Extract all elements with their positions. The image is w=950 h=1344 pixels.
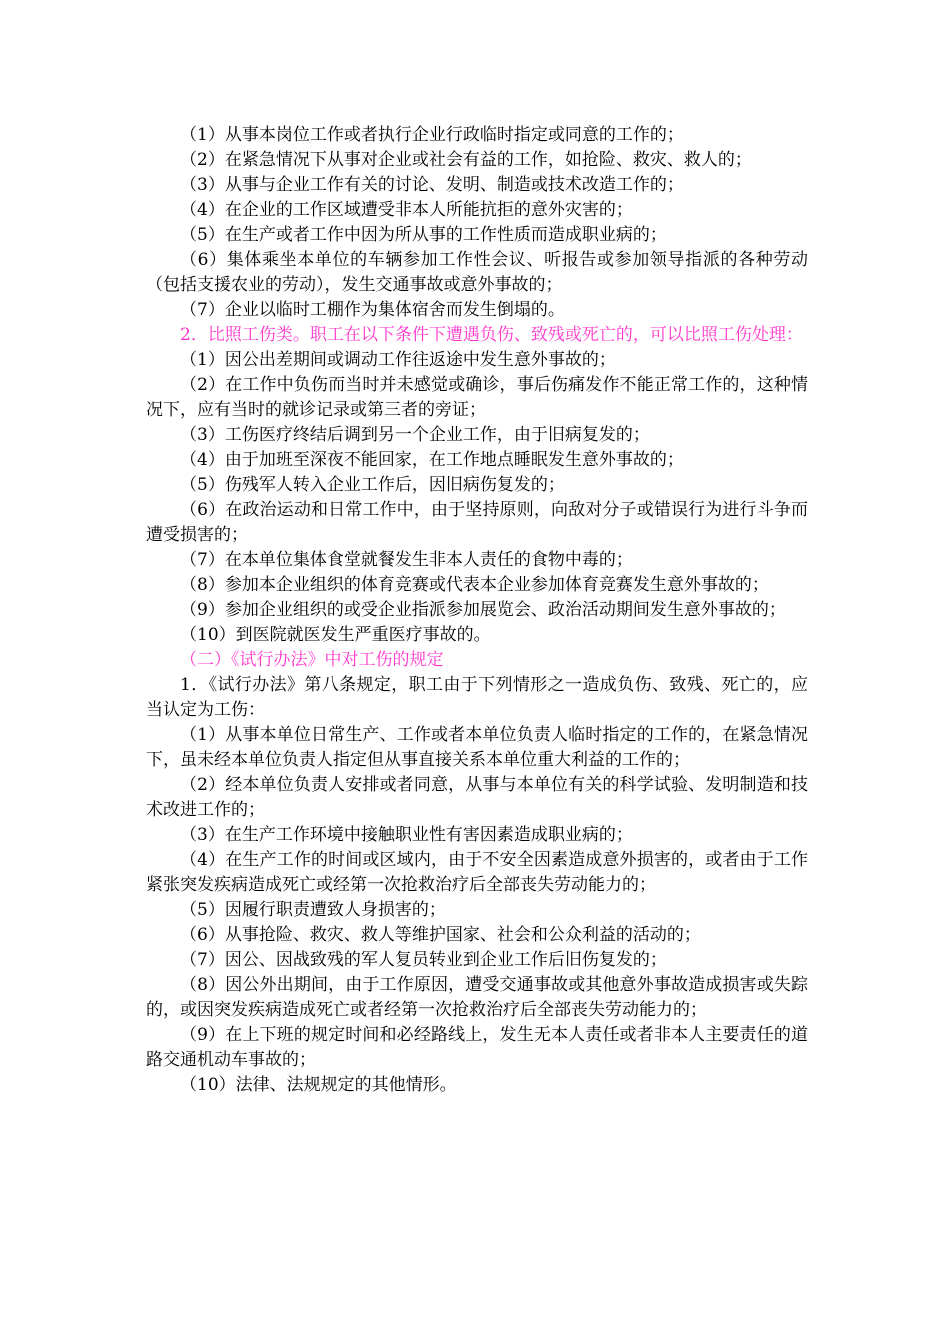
paragraph-article-eight-intro: 1．《试行办法》第八条规定，职工由于下列情形之一造成负伤、致残、死亡的，应当认定为工伤： (146, 675, 808, 720)
document-body (146, 123, 808, 1098)
paragraph-comparable-item-2: （2）在工作中负伤而当时并未感觉或确诊，事后伤痛发作不能正常工作的，这种情况下，应有当时的就诊记录或第三者的旁证； (146, 375, 808, 420)
paragraph-comparable-item-10: （10）到医院就医发生严重医疗事故的。 (180, 625, 491, 645)
paragraph-article-item-8: （8）因公外出期间，由于工作原因，遭受交通事故或其他意外事故造成损害或失踪的，或因突发疾病造成死亡或者经第一次抢救治疗后全部丧失劳动能力的； (146, 975, 808, 1020)
paragraph-article-item-7: （7）因公、因战致残的军人复员转业到企业工作后旧伤复发的； (180, 950, 667, 970)
section-heading-trial-measures: （二）《试行办法》中对工伤的规定 (180, 650, 444, 670)
paragraph-article-item-9: （9）在上下班的规定时间和必经路线上，发生无本人责任或者非本人主要责任的道路交通机动车事故的； (146, 1025, 808, 1070)
paragraph-article-item-2: （2）经本单位负责人安排或者同意，从事与本单位有关的科学试验、发明制造和技术改进工作的； (146, 775, 808, 820)
paragraph-work-item-5: （5）在生产或者工作中因为所从事的工作性质而造成职业病的； (180, 225, 667, 245)
paragraph-article-item-4: （4）在生产工作的时间或区域内，由于不安全因素造成意外损害的，或者由于工作紧张突发疾病造成死亡或经第一次抢救治疗后全部丧失劳动能力的； (146, 850, 808, 895)
paragraph-comparable-item-8: （8）参加本企业组织的体育竞赛或代表本企业参加体育竞赛发生意外事故的； (180, 575, 769, 595)
paragraph-comparable-item-5: （5）伤残军人转入企业工作后，因旧病伤复发的； (180, 475, 565, 495)
paragraph-work-item-7: （7）企业以临时工棚作为集体宿舍而发生倒塌的。 (180, 300, 565, 320)
paragraph-comparable-item-6: （6）在政治运动和日常工作中，由于坚持原则，向敌对分子或错误行为进行斗争而遭受损害的； (146, 500, 808, 545)
paragraph-comparable-item-3: （3）工伤医疗终结后调到另一个企业工作，由于旧病复发的； (180, 425, 650, 445)
paragraph-comparable-item-4: （4）由于加班至深夜不能回家，在工作地点睡眠发生意外事故的； (180, 450, 684, 470)
section-heading-comparable-injury: 2．比照工伤类。职工在以下条件下遭遇负伤、致残或死亡的，可以比照工伤处理： (180, 325, 803, 345)
paragraph-comparable-item-7: （7）在本单位集体食堂就餐发生非本人责任的食物中毒的； (180, 550, 633, 570)
paragraph-work-item-2: （2）在紧急情况下从事对企业或社会有益的工作，如抢险、救灾、救人的； (180, 150, 752, 170)
paragraph-article-item-5: （5）因履行职责遭致人身损害的； (180, 900, 446, 920)
paragraph-work-item-3: （3）从事与企业工作有关的讨论、发明、制造或技术改造工作的； (180, 175, 684, 195)
paragraph-work-item-4: （4）在企业的工作区域遭受非本人所能抗拒的意外灾害的； (180, 200, 633, 220)
paragraph-work-item-1: （1）从事本岗位工作或者执行企业行政临时指定或同意的工作的； (180, 125, 684, 145)
paragraph-article-item-10: （10）法律、法规规定的其他情形。 (180, 1075, 457, 1095)
paragraph-article-item-3: （3）在生产工作环境中接触职业性有害因素造成职业病的； (180, 825, 633, 845)
paragraph-work-item-6: （6）集体乘坐本单位的车辆参加工作性会议、听报告或参加领导指派的各种劳动（包括支援农业的劳动），发生交通事故或意外事故的； (146, 250, 808, 295)
paragraph-comparable-item-9: （9）参加企业组织的或受企业指派参加展览会、政治活动期间发生意外事故的； (180, 600, 786, 620)
paragraph-comparable-item-1: （1）因公出差期间或调动工作往返途中发生意外事故的； (180, 350, 616, 370)
paragraph-article-item-6: （6）从事抢险、救灾、救人等维护国家、社会和公众利益的活动的； (180, 925, 701, 945)
paragraph-article-item-1: （1）从事本单位日常生产、工作或者本单位负责人临时指定的工作的，在紧急情况下，虽未经本单位负责人指定但从事直接关系本单位重大利益的工作的； (146, 725, 808, 770)
